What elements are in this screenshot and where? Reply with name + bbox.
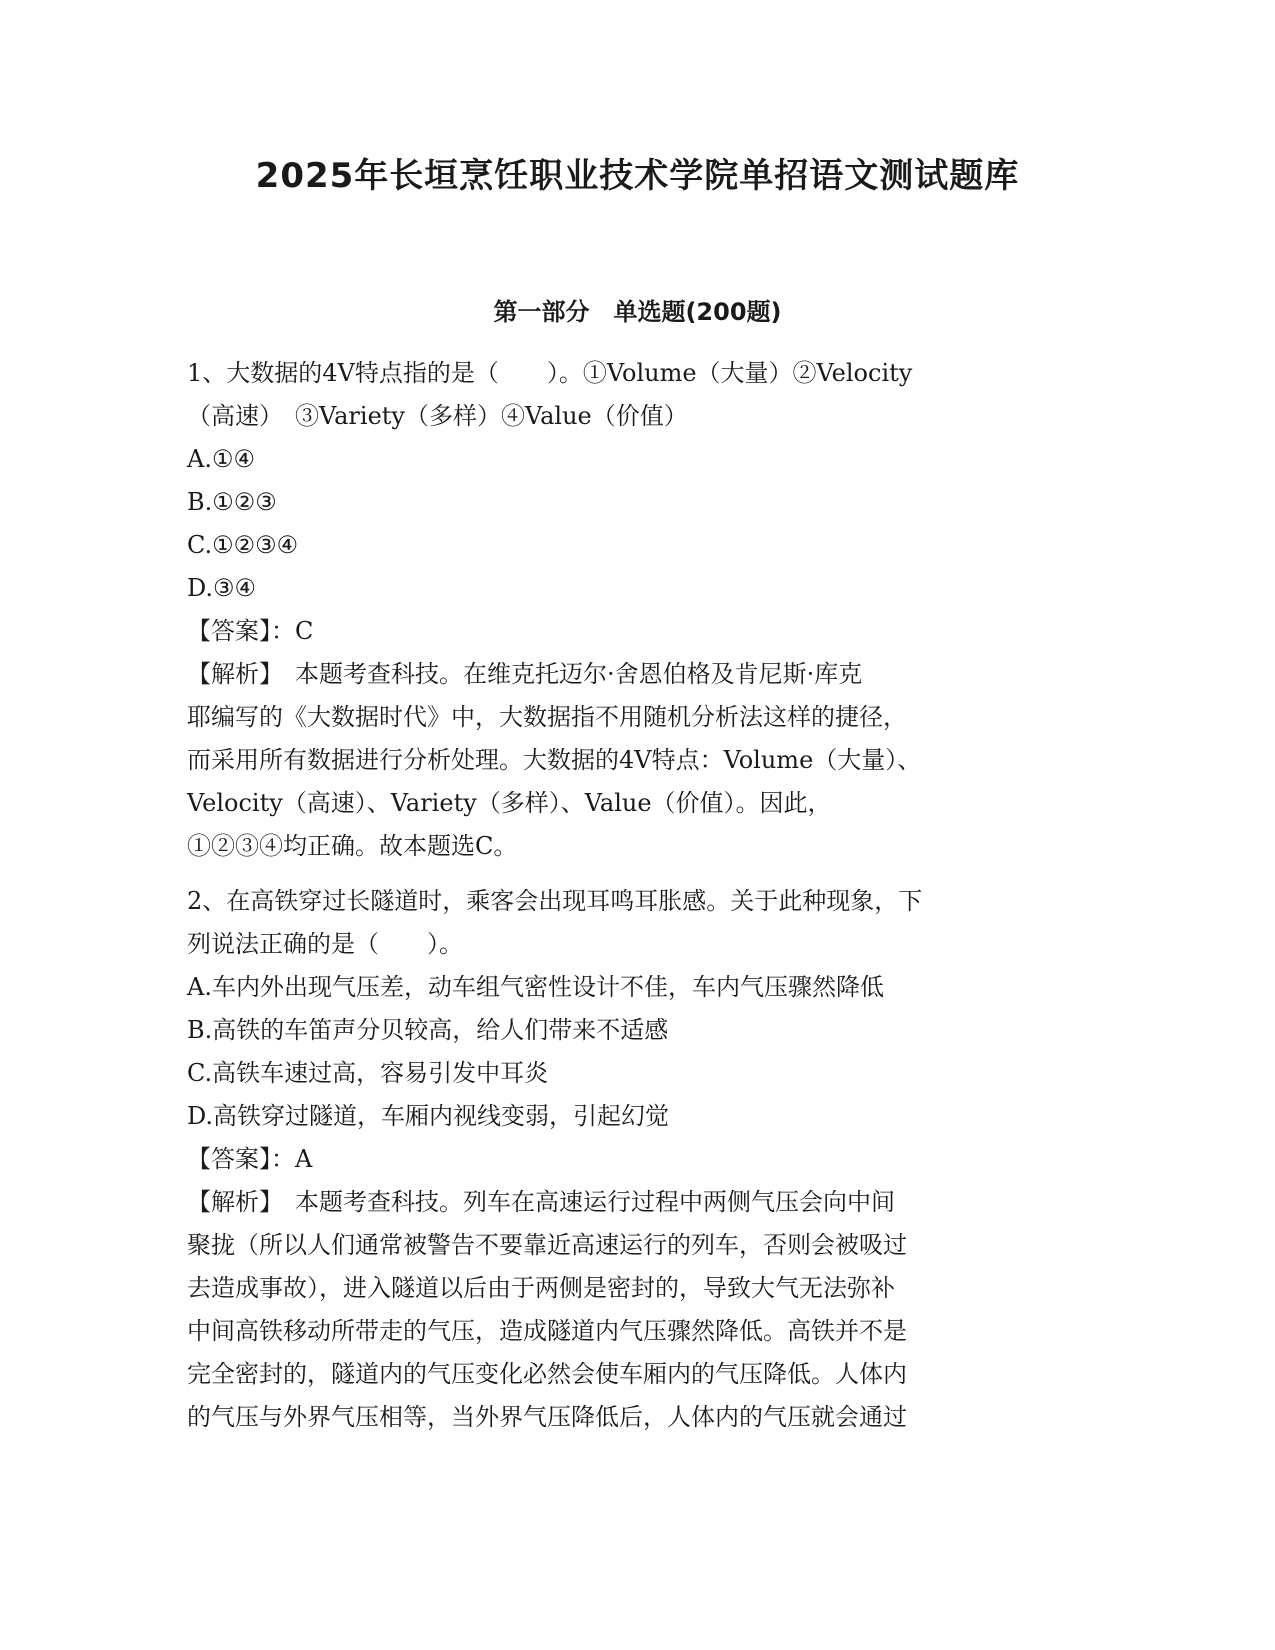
- question-stem-line: （高速） ③Variety（多样）④Value（价值）: [187, 402, 688, 430]
- answer-option: A.车内外出现气压差，动车组气密性设计不佳，车内气压骤然降低: [187, 973, 884, 1001]
- analysis-line: 【解析】 本题考查科技。在维克托迈尔·舍恩伯格及肯尼斯·库克: [187, 660, 863, 688]
- analysis-line: 耶编写的《大数据时代》中，大数据指不用随机分析法这样的捷径，: [187, 703, 907, 731]
- answer-option: D.③④: [187, 574, 257, 602]
- analysis-line: 【解析】 本题考查科技。列车在高速运行过程中两侧气压会向中间: [187, 1188, 895, 1216]
- answer-line: 【答案】：A: [187, 1145, 313, 1173]
- answer-option: C.①②③④: [187, 531, 299, 559]
- question-stem-line: 列说法正确的是（ ）。: [187, 930, 463, 958]
- analysis-line: 中间高铁移动所带走的气压，造成隧道内气压骤然降低。高铁并不是: [187, 1317, 907, 1345]
- analysis-line: 而采用所有数据进行分析处理。大数据的4V特点：Volume（大量）、: [187, 746, 922, 774]
- question-block: [187, 880, 1087, 1439]
- analysis-line: 聚拢（所以人们通常被警告不要靠近高速运行的列车，否则会被吸过: [187, 1231, 907, 1259]
- answer-option: B.①②③: [187, 488, 277, 516]
- question-separator: [187, 868, 1087, 880]
- answer-option: D.高铁穿过隧道，车厢内视线变弱，引起幻觉: [187, 1102, 670, 1130]
- question-stem-line: 1、大数据的4V特点指的是（ ）。①Volume（大量）②Velocity: [187, 359, 913, 387]
- answer-line: 【答案】：C: [187, 617, 314, 645]
- analysis-line: ①②③④均正确。故本题选C。: [187, 832, 518, 860]
- answer-option: B.高铁的车笛声分贝较高，给人们带来不适感: [187, 1016, 669, 1044]
- document-title: 2025年长垣烹饪职业技术学院单招语文测试题库: [255, 156, 1020, 196]
- question-block: [187, 352, 1087, 868]
- analysis-line: 的气压与外界气压相等，当外界气压降低后，人体内的气压就会通过: [187, 1403, 907, 1431]
- answer-option: A.①④: [187, 445, 255, 473]
- analysis-line: 完全密封的，隧道内的气压变化必然会使车厢内的气压降低。人体内: [187, 1360, 907, 1388]
- answer-option: C.高铁车速过高，容易引发中耳炎: [187, 1059, 549, 1087]
- question-list: [187, 352, 1087, 1439]
- section-title: 第一部分 单选题(200题): [493, 298, 782, 326]
- analysis-line: Velocity（高速）、Variety（多样）、Value（价值）。因此，: [187, 789, 832, 817]
- question-stem-line: 2、在高铁穿过长隧道时，乘客会出现耳鸣耳胀感。关于此种现象，下: [187, 887, 923, 915]
- analysis-line: 去造成事故），进入隧道以后由于两侧是密封的，导致大气无法弥补: [187, 1274, 895, 1302]
